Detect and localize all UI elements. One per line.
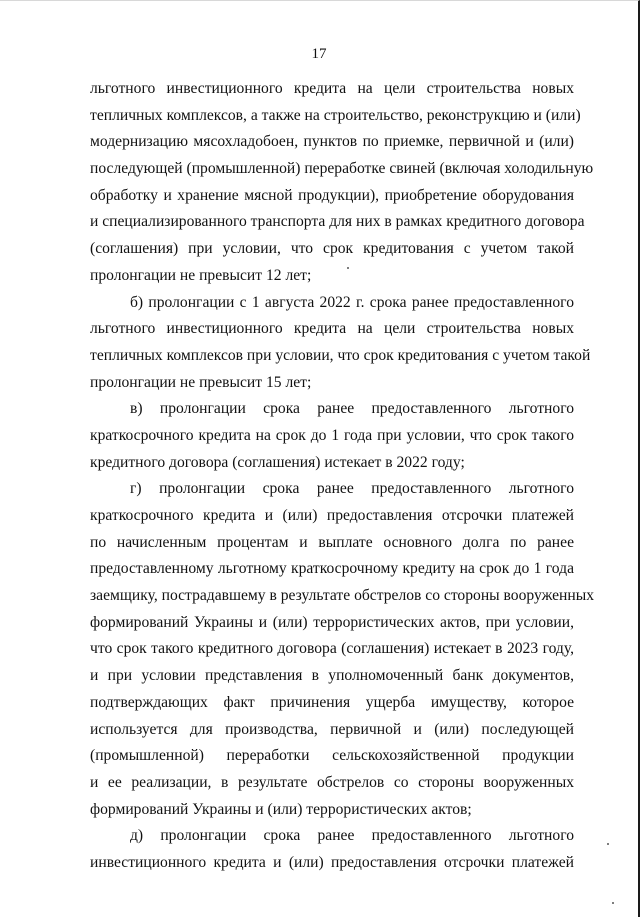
text-line: льготного инвестиционного кредита на цели строительства новых [90,80,574,97]
text-line: используется для производства, первичной и (или) последующей [90,720,574,738]
page-number: 17 [311,46,327,62]
text-line: (промышленной) переработки сельскохозяйственной продукции [90,747,574,765]
text-line: и при условии представления в уполномоченный банк документов, [90,667,574,685]
document-body [90,76,595,877]
text-line: и специализированного транспорта для них в рамках кредитного договора [90,213,585,231]
text-line: краткосрочного кредита и (или) предоставления отсрочки платежей [90,507,574,524]
scan-speck [607,843,609,845]
scan-speck [347,267,349,269]
text-line: последующей (промышленной) переработке свиней (включая холодильную [90,160,594,178]
text-line: пролонгации не превысит 15 лет; [90,373,312,391]
text-line: и ее реализации, в результате обстрелов со стороны вооруженных [90,773,574,791]
text-line: модернизацию мясохладобоен, пунктов по приемке, первичной и (или) [90,133,574,151]
text-line: кредитного договора (соглашения) истекает в 2022 году; [90,453,465,471]
text-line: льготного инвестиционного кредита на цели строительства новых [90,320,574,338]
text-line: обработку и хранение мясной продукции), приобретение оборудования [90,186,574,204]
text-line: инвестиционного кредита и (или) предоставления отсрочки платежей [90,853,574,871]
text-line: формирований Украины и (или) террористических актов, при условии, [90,613,574,631]
paragraph-first-line: д) пролонгации срока ранее предоставленного льготного [130,827,574,845]
paragraph-first-line: в) пролонгации срока ранее предоставленного льготного [130,400,574,418]
text-line: тепличных комплексов при условии, что срок кредитования с учетом такой [90,346,591,364]
text-line: формирований Украины и (или) террористических актов; [90,800,472,818]
scan-speck [612,902,614,904]
text-line: что срок такого кредитного договора (соглашения) истекает в 2023 году, [90,640,574,658]
text-line: краткосрочного кредита на срок до 1 года при условии, что срок такого [90,426,574,444]
text-line: пролонгации не превысит 12 лет; [90,266,312,284]
paragraph-first-line: г) пролонгации срока ранее предоставленного льготного [130,480,574,498]
text-line: (соглашения) при условии, что срок кредитования с учетом такой [90,240,574,258]
text-line: по начисленным процентам и выплате основного долга по ранее [90,533,574,551]
text-line: подтверждающих факт причинения ущерба имуществу, которое [90,693,574,711]
paragraph-first-line: б) пролонгации с 1 августа 2022 г. срока ранее предоставленного [130,293,574,311]
text-line: тепличных комплексов, а также на строительство, реконструкцию и (или) [90,106,581,124]
text-line: предоставленному льготному краткосрочному кредиту на срок до 1 года [90,560,574,578]
text-line: заемщику, пострадавшему в результате обстрелов со стороны вооруженных [90,587,595,605]
